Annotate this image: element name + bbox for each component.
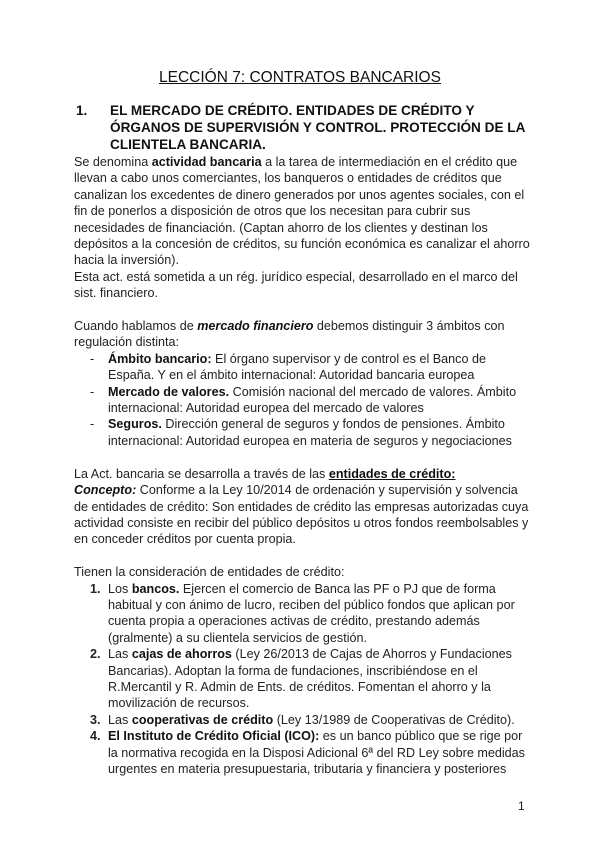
concepto-label: Concepto:: [74, 483, 137, 498]
consideracion-intro: Tienen la consideración de entidades de crédito:: [74, 565, 345, 580]
intro-paragraph: Se denomina actividad bancaria a la tarea de intermediación en el crédito que llevan a cabo unos comerciantes, los banqueros o entidades de créditos que canalizan los excedentes de dinero generados por unos agentes sociales, con el fin de ponerlos a disposición de otros que los necesitan para cubrir sus necesidades de financiación. (Captan ahorro de los clientes y destinan los depósitos a la concesión de créditos, su función económica es canalizar el ahorro hacia la inversión).: [74, 155, 530, 268]
entidades-paragraph: La Act. bancaria se desarrolla a través de las entidades de crédito:: [74, 466, 456, 481]
term-mercado-financiero: mercado financiero: [197, 319, 314, 334]
page-title: LECCIÓN 7: CONTRATOS BANCARIOS: [159, 69, 441, 86]
list-item: 3. Las cooperativas de crédito (Ley 13/1989 de Cooperativas de Crédito).: [90, 712, 515, 727]
list-item: - Mercado de valores. Comisión nacional del mercado de valores. Ámbito internacional: Autoridad europea del mercado de valores: [90, 384, 517, 416]
document-body: [74, 154, 530, 777]
mercado-paragraph: Cuando hablamos de mercado financiero debemos distinguir 3 ámbitos con regulación distinta:: [74, 319, 505, 350]
section-number: 1.: [76, 103, 88, 118]
list-item: 4. El Instituto de Crédito Oficial (ICO): es un banco público que se rige por la normativa recogida en la Disposi Adicional 6ª del RD Ley sobre medidas urgentes en materia presupuestaria, tributaria y financiera y posteriores: [90, 729, 525, 776]
section-heading-text: EL MERCADO DE CRÉDITO. ENTIDADES DE CRÉDITO Y ÓRGANOS DE SUPERVISIÓN Y CONTROL. PROTECCIÓN DE LA CLIENTELA BANCARIA.: [110, 103, 525, 152]
term-actividad-bancaria: actividad bancaria: [151, 155, 262, 169]
list-item: 2. Las cajas de ahorros (Ley 26/2013 de Cajas de Ahorros y Fundaciones Bancarias). Adoptan la forma de fundaciones, inscribiéndose en el R.Mercantil y R. Admin de Ents. de créditos. Fomentan el ahorro y la movilización de recursos.: [90, 647, 512, 711]
term-entidades-de-credito: entidades de crédito:: [328, 466, 456, 481]
list-item: 1. Los bancos. Ejercen el comercio de Banca las PF o PJ que de forma habitual y con ánimo de lucro, reciben del público fondos que aplican por cuenta propia a operaciones activas de crédito, prestando además (gralmente) a su clientela servicios de gestión.: [90, 581, 515, 645]
entidades-list: [74, 581, 530, 778]
page-number: 1: [518, 799, 525, 813]
list-item: - Ámbito bancario: El órgano supervisor y de control es el Banco de España. Y en el ámbito internacional: Autoridad bancaria europea: [90, 351, 486, 383]
concepto-paragraph: Concepto: Conforme a la Ley 10/2014 de ordenación y supervisión y solvencia de entidades de crédito: Son entidades de crédito las empresas autorizadas cuya actividad consiste en recibir del público depósitos u otros fondos reembolsables y en conceder créditos por cuenta propia.: [74, 483, 529, 547]
section-heading: [76, 102, 536, 153]
intro-paragraph-2: Esta act. está sometida a un rég. jurídico especial, desarrollado en el marco del sist. financiero.: [74, 269, 518, 301]
ambitos-list: [74, 351, 530, 449]
list-item: - Seguros. Dirección general de seguros y fondos de pensiones. Ámbito internacional: Autoridad europea en materia de seguros y negociaciones: [90, 417, 512, 448]
